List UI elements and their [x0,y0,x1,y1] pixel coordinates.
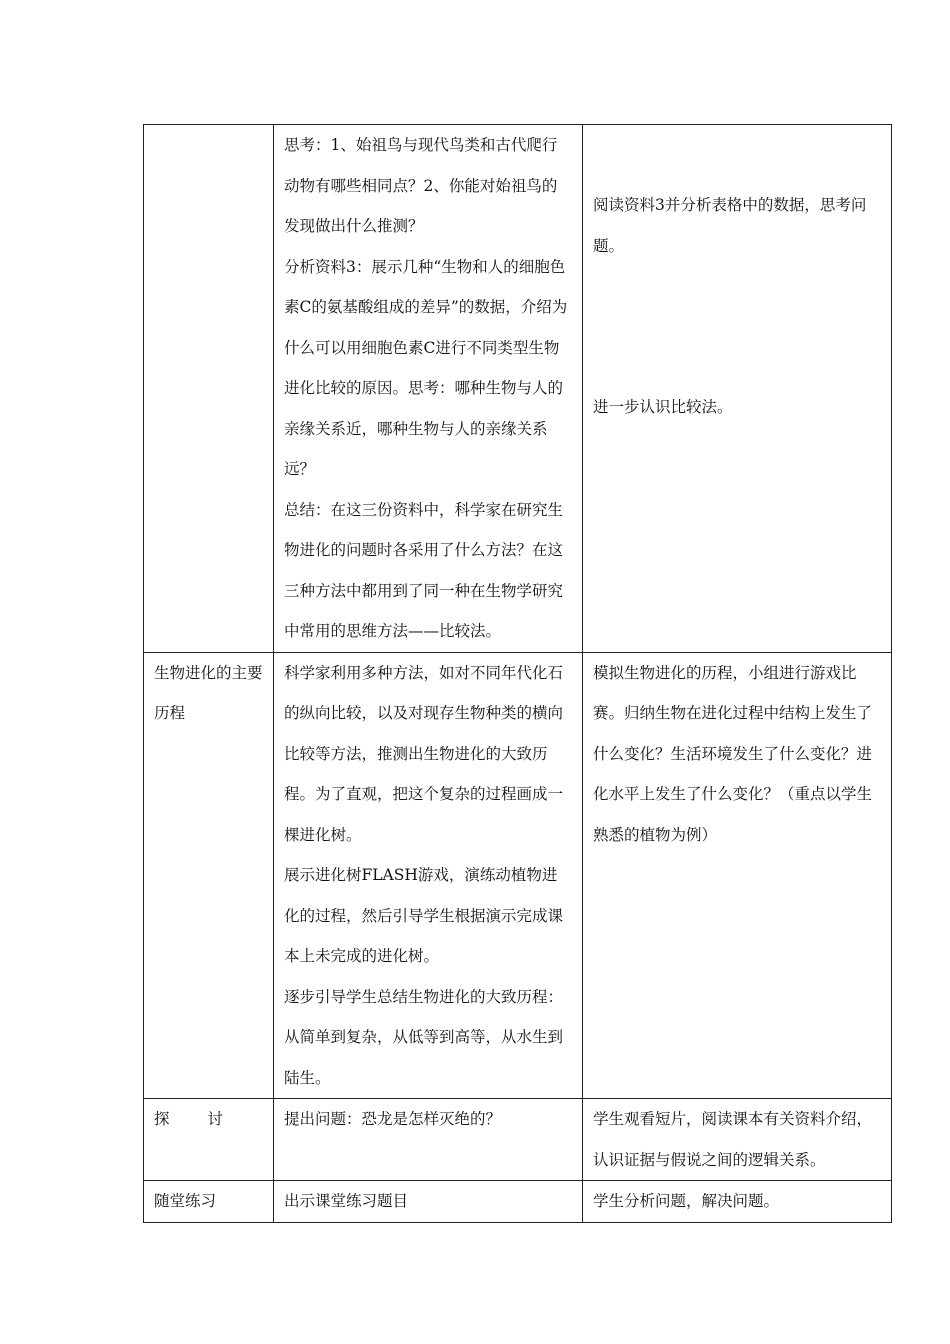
teacher-activity-cell: 提出问题：恐龙是怎样灭绝的？ [274,1099,583,1181]
paragraph: 模拟生物进化的历程，小组进行游戏比赛。归纳生物在进化过程中结构上发生了什么变化？生活环境发生了什么变化？进化水平上发生了什么变化？（重点以学生熟悉的植物为例） [593,663,873,844]
paragraph: 逐步引导学生总结生物进化的大致历程：从简单到复杂，从低等到高等，从水生到陆生。 [284,987,564,1087]
student-activity-cell: 学生分析问题，解决问题。 [583,1181,892,1223]
stage-cell [144,1099,274,1181]
teacher-activity-cell: 出示课堂练习题目 [274,1181,583,1223]
paragraph: 分析资料3：展示几种“生物和人的细胞色素C的氨基酸组成的差异”的数据，介绍为什么可以用细胞色素C进行不同类型生物进化比较的原因。思考：哪种生物与人的亲缘关系近，哪种生物与人的亲缘关系远？ [284,257,568,478]
stage-cell [144,125,274,653]
table-row [144,652,892,1099]
paragraph: 展示进化树FLASH游戏，演练动植物进化的过程，然后引导学生根据演示完成课本上未完成的进化树。 [284,866,564,965]
teacher-activity-cell [274,652,583,1099]
paragraph: 阅读资料3并分析表格中的数据，思考问题。 [593,196,867,255]
paragraph: 进一步认识比较法。 [593,398,733,416]
stage-cell: 随堂练习 [144,1181,274,1223]
student-activity-cell [583,125,892,653]
paragraph: 科学家利用多种方法，如对不同年代化石的纵向比较，以及对现存生物种类的横向比较等方法，推测出生物进化的大致历程。为了直观，把这个复杂的过程画成一棵进化树。 [284,663,564,844]
student-activity-cell: 学生观看短片，阅读课本有关资料介绍，认识证据与假说之间的逻辑关系。 [583,1099,892,1181]
table-row [144,1099,892,1181]
stage-cell: 生物进化的主要历程 [144,652,274,1099]
stage-label: 探讨 [154,1110,262,1128]
student-activity-cell [583,652,892,1099]
teacher-activity-cell [274,125,583,653]
table-row [144,125,892,653]
lesson-plan-table [143,124,892,1223]
paragraph: 思考：1、始祖鸟与现代鸟类和古代爬行动物有哪些相同点？2、你能对始祖鸟的发现做出什么推测？ [284,136,558,235]
table-row [144,1181,892,1223]
paragraph: 总结：在这三份资料中，科学家在研究生物进化的问题时各采用了什么方法？在这三种方法中都用到了同一种在生物学研究中常用的思维方法——比较法。 [284,500,564,640]
